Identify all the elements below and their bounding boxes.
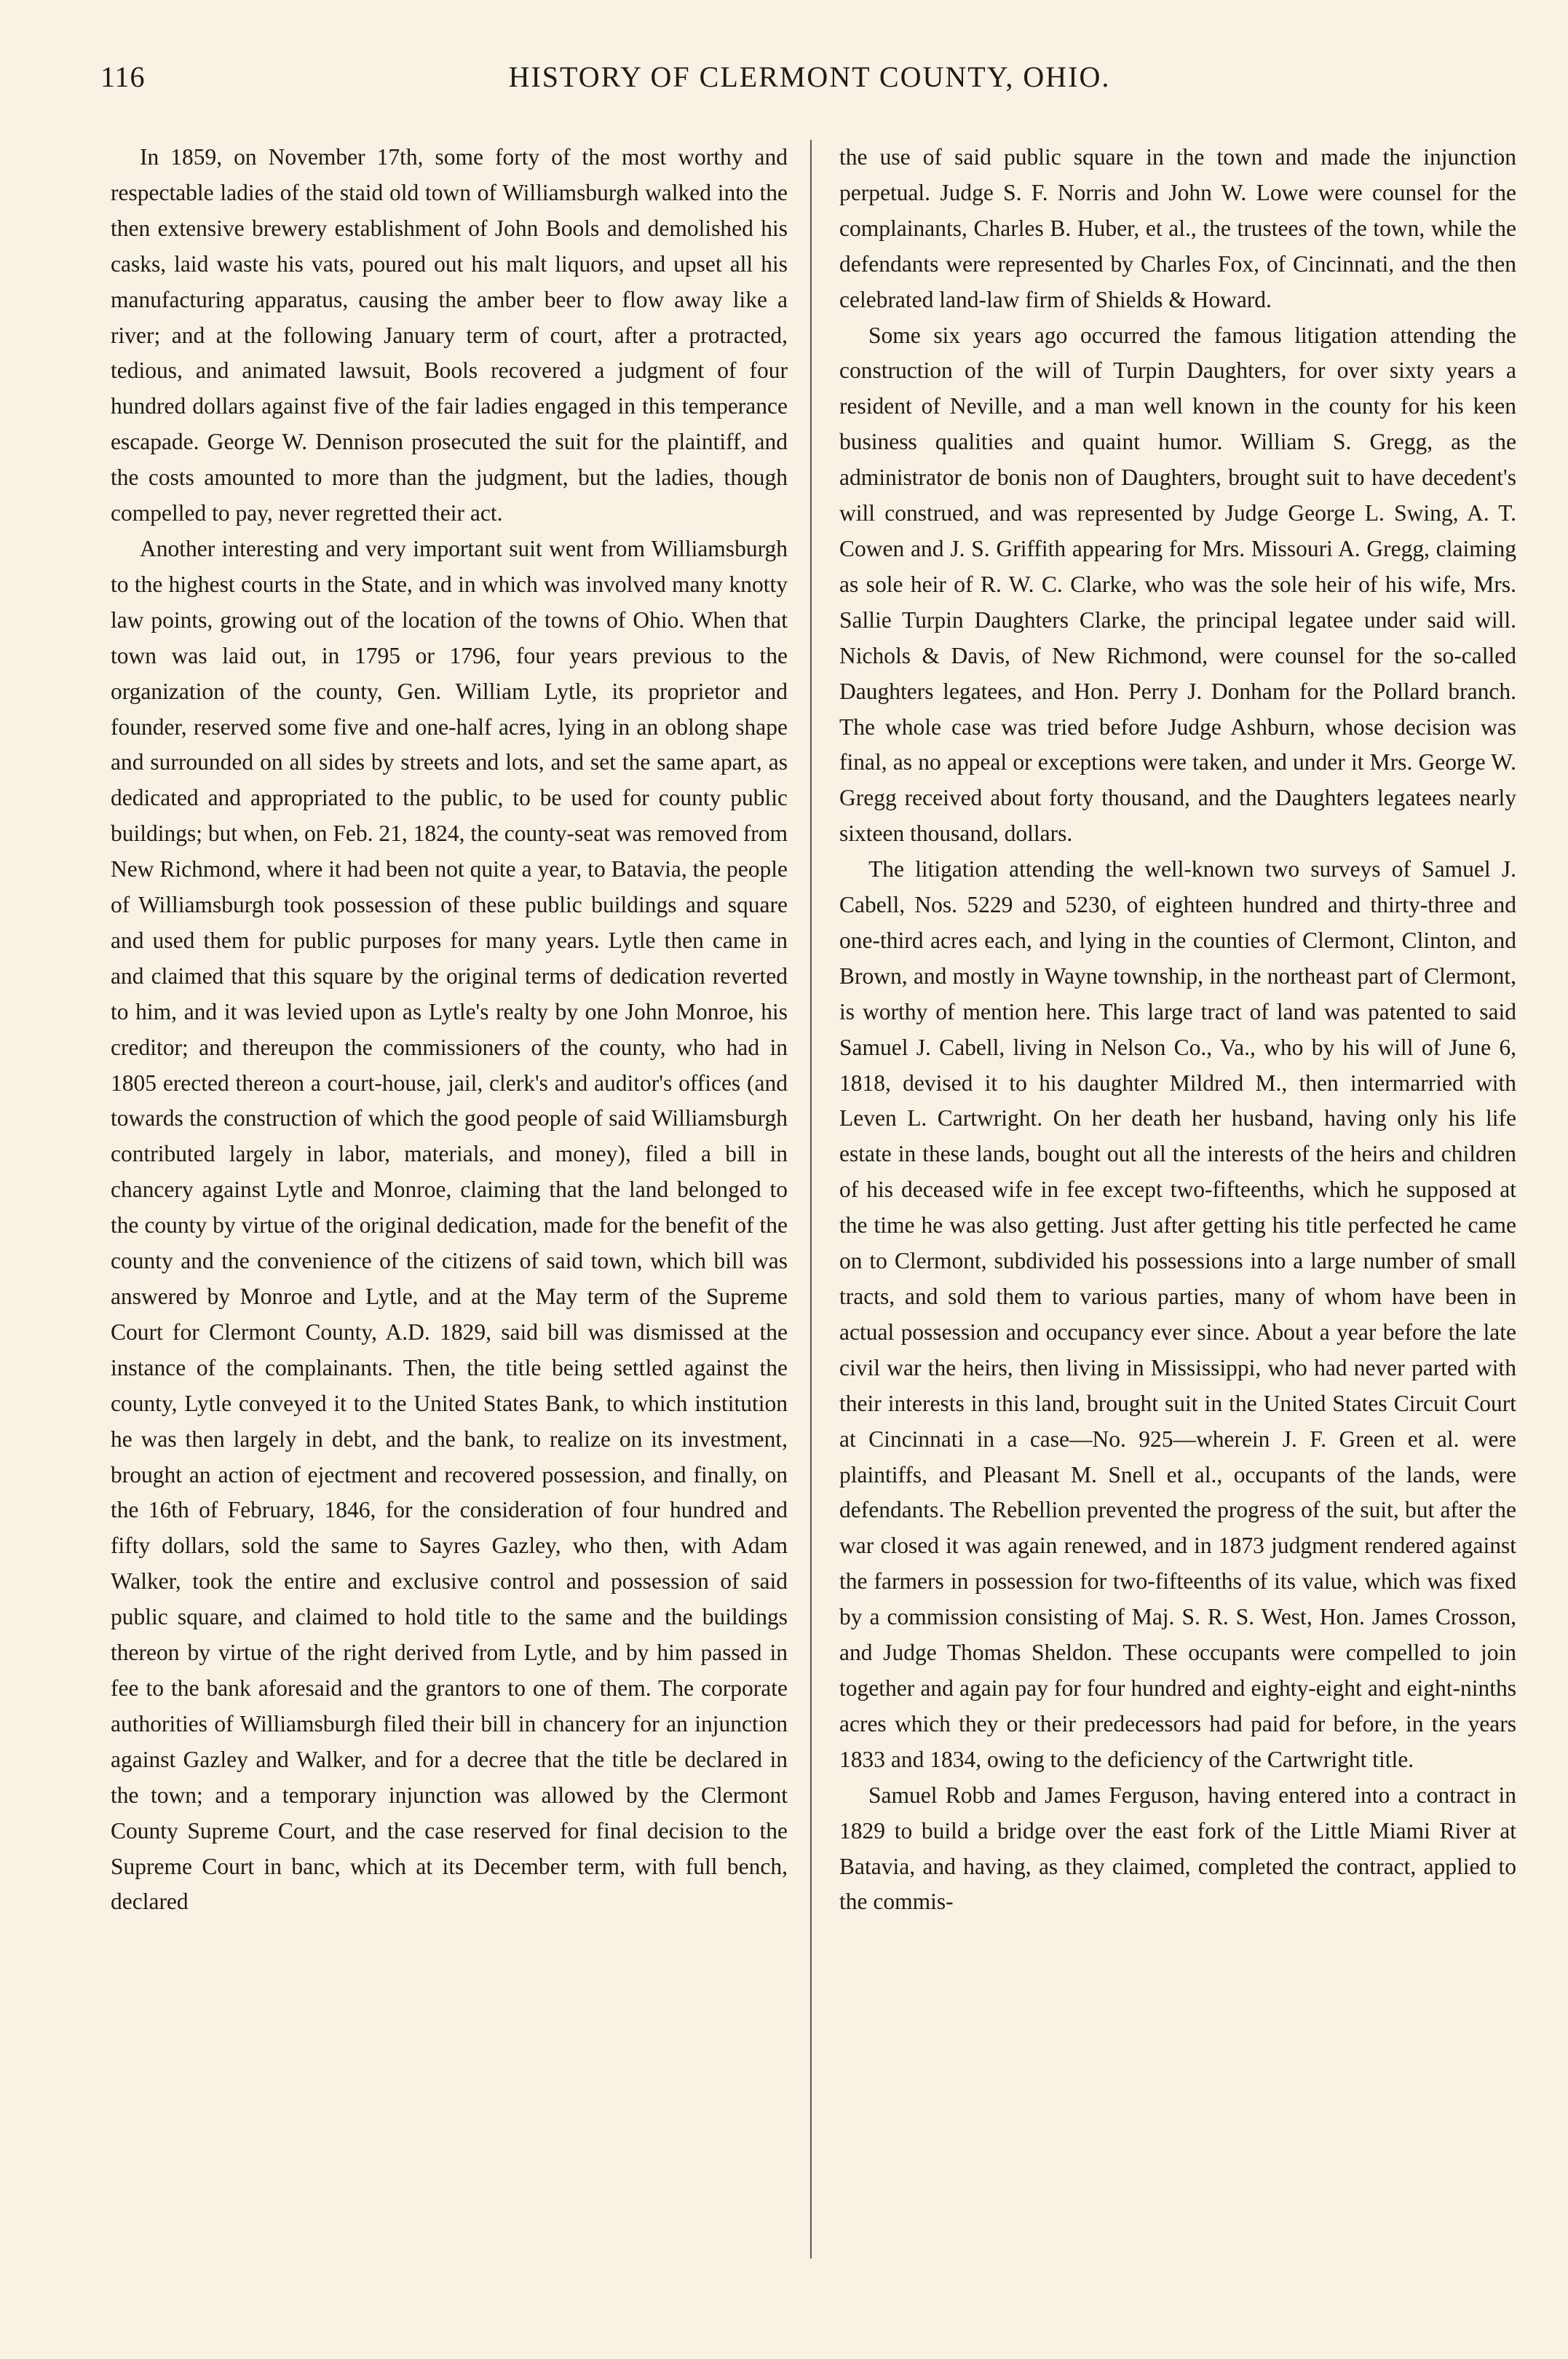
- page-number: 116: [100, 60, 146, 93]
- running-head: HISTORY OF CLERMONT COUNTY, OHIO.: [508, 60, 1111, 93]
- column-divider: [810, 140, 812, 2259]
- paragraph-robb-ferguson: Samuel Robb and James Ferguson, having entered into a contract in 1829 to build a bridge over the east fork of the Little Miami River at Batavia, and having, as they claimed, completed the contract, applied to the commis-: [839, 1782, 1516, 1915]
- paragraph-williamsburgh-suit: Another interesting and very important suit went from Williamsburgh to the highest courts in the State, and in which was involved many knotty law points, growing out of the location of the towns of Ohio. When that town was laid out, in 1795 or 1796, four years previous to the organization of the county, Gen. William Lytle, its proprietor and founder, reserved some five and one-half acres, lying in an oblong shape and surrounded on all sides by streets and lots, and set the same apart, as dedicated and appropriated to the public, to be used for county public buildings; but when, on Feb. 21, 1824, the county-seat was removed from New Richmond, where it had been not quite a year, to Batavia, the people of Williamsburgh took possession of these public buildings and square and used them for public purposes for many years. Lytle then came in and claimed that this square by the original terms of dedication reverted to him, and it was levied upon as Lytle's realty by one John Monroe, his creditor; and thereupon the commissioners of the county, who had in 1805 erected thereon a court-house, jail, clerk's and auditor's offices (and towards the construction of which the good people of said Williamsburgh contributed largely in labor, materials, and money), filed a bill in chancery against Lytle and Monroe, claiming that the land belonged to the county by virtue of the original dedication, made for the benefit of the county and the convenience of the citizens of said town, which bill was answered by Monroe and Lytle, and at the May term of the Supreme Court for Clermont County, A.D. 1829, said bill was dismissed at the instance of the complainants. Then, the title being settled against the county, Lytle conveyed it to the United States Bank, to which institution he was then largely in debt, and the bank, to realize on its investment, brought an action of ejectment and recovered possession, and finally, on the 16th of February, 1846, for the consideration of four hundred and fifty dollars, sold the same to Sayres Gazley, who then, with Adam Walker, took the entire and exclusive control and possession of said public square, and claimed to hold title to the same and the buildings thereon by virtue of the right derived from Lytle, and by him passed in fee to the bank aforesaid and the grantors to one of them. The corporate authorities of Williamsburgh filed their bill in chancery for an injunction against Gazley and Walker, and for a decree that the title be declared in the town; and a temporary injunction was allowed by the Clermont County Supreme Court, and the case reserved for final decision to the Supreme Court in banc, which at its December term, with full bench, declared: [111, 535, 788, 1915]
- page-header: [95, 60, 1524, 103]
- paragraph-bools-brewery: In 1859, on November 17th, some forty of the most worthy and respectable ladies of the staid old town of Williamsburgh walked into the then extensive brewery establishment of John Bools and demolished his casks, laid waste his vats, poured out his malt liquors, and upset all his manufacturing apparatus, causing the amber beer to flow away like a river; and at the following January term of court, after a protracted, tedious, and animated lawsuit, Bools recovered a judgment of four hundred dollars against five of the fair ladies engaged in this temperance escapade. George W. Dennison prosecuted the suit for the plaintiff, and the costs amounted to more than the judgment, but the ladies, though compelled to pay, never regretted their act.: [111, 144, 788, 526]
- paragraph-turpin-daughters: Some six years ago occurred the famous litigation attending the construction of the will of Turpin Daughters, for over sixty years a resident of Neville, and a man well known in the county for his keen business qualities and quaint humor. William S. Gregg, as the administrator de bonis non of Daughters, brought suit to have decedent's will construed, and was represented by Judge George L. Swing, A. T. Cowen and J. S. Griffith appearing for Mrs. Missouri A. Gregg, claiming as sole heir of R. W. C. Clarke, who was the sole heir of his wife, Mrs. Sallie Turpin Daughters Clarke, the principal legatee under said will. Nichols & Davis, of New Richmond, were counsel for the so-called Daughters legatees, and Hon. Perry J. Donham for the Pollard branch. The whole case was tried before Judge Ashburn, whose decision was final, as no appeal or exceptions were taken, and under it Mrs. George W. Gregg received about forty thousand, and the Daughters legatees nearly sixteen thousand, dollars.: [839, 322, 1516, 847]
- paragraph-cabell-surveys: The litigation attending the well-known two surveys of Samuel J. Cabell, Nos. 5229 and 5230, of eighteen hundred and thirty-three and one-third acres each, and lying in the counties of Clermont, Clinton, and Brown, and mostly in Wayne township, in the northeast part of Clermont, is worthy of mention here. This large tract of land was patented to said Samuel J. Cabell, living in Nelson Co., Va., who by his will of June 6, 1818, devised it to his daughter Mildred M., then intermarried with Leven L. Cartwright. On her death her husband, having only his life estate in these lands, bought out all the interests of the heirs and children of his deceased wife in fee except two-fifteenths, which he supposed at the time he was also getting. Just after getting his title perfected he came on to Clermont, subdivided his possessions into a large number of small tracts, and sold them to various parties, many of whom have been in actual possession and occupancy ever since. About a year before the late civil war the heirs, then living in Mississippi, who had never parted with their interests in this land, brought suit in the United States Circuit Court at Cincinnati in a case—No. 925—wherein J. F. Green et al. were plaintiffs, and Pleasant M. Snell et al., occupants of the lands, were defendants. The Rebellion prevented the progress of the suit, but after the war closed it was again renewed, and in 1873 judgment rendered against the farmers in possession for two-fifteenths of its value, which was fixed by a commission consisting of Maj. S. R. S. West, Hon. James Crosson, and Judge Thomas Sheldon. These occupants were compelled to join together and again pay for four hundred and eighty-eight and eight-ninths acres which they or their predecessors had paid for before, in the years 1833 and 1834, owing to the deficiency of the Cartwright title.: [839, 856, 1516, 1772]
- right-column: [839, 140, 1516, 1920]
- paragraph-continuation: the use of said public square in the town and made the injunction perpetual. Judge S. F. Norris and John W. Lowe were counsel for the complainants, Charles B. Huber, et al., the trustees of the town, while the defendants were represented by Charles Fox, of Cincinnati, and the then celebrated land-law firm of Shields & Howard.: [839, 144, 1516, 312]
- left-column: [111, 140, 788, 1920]
